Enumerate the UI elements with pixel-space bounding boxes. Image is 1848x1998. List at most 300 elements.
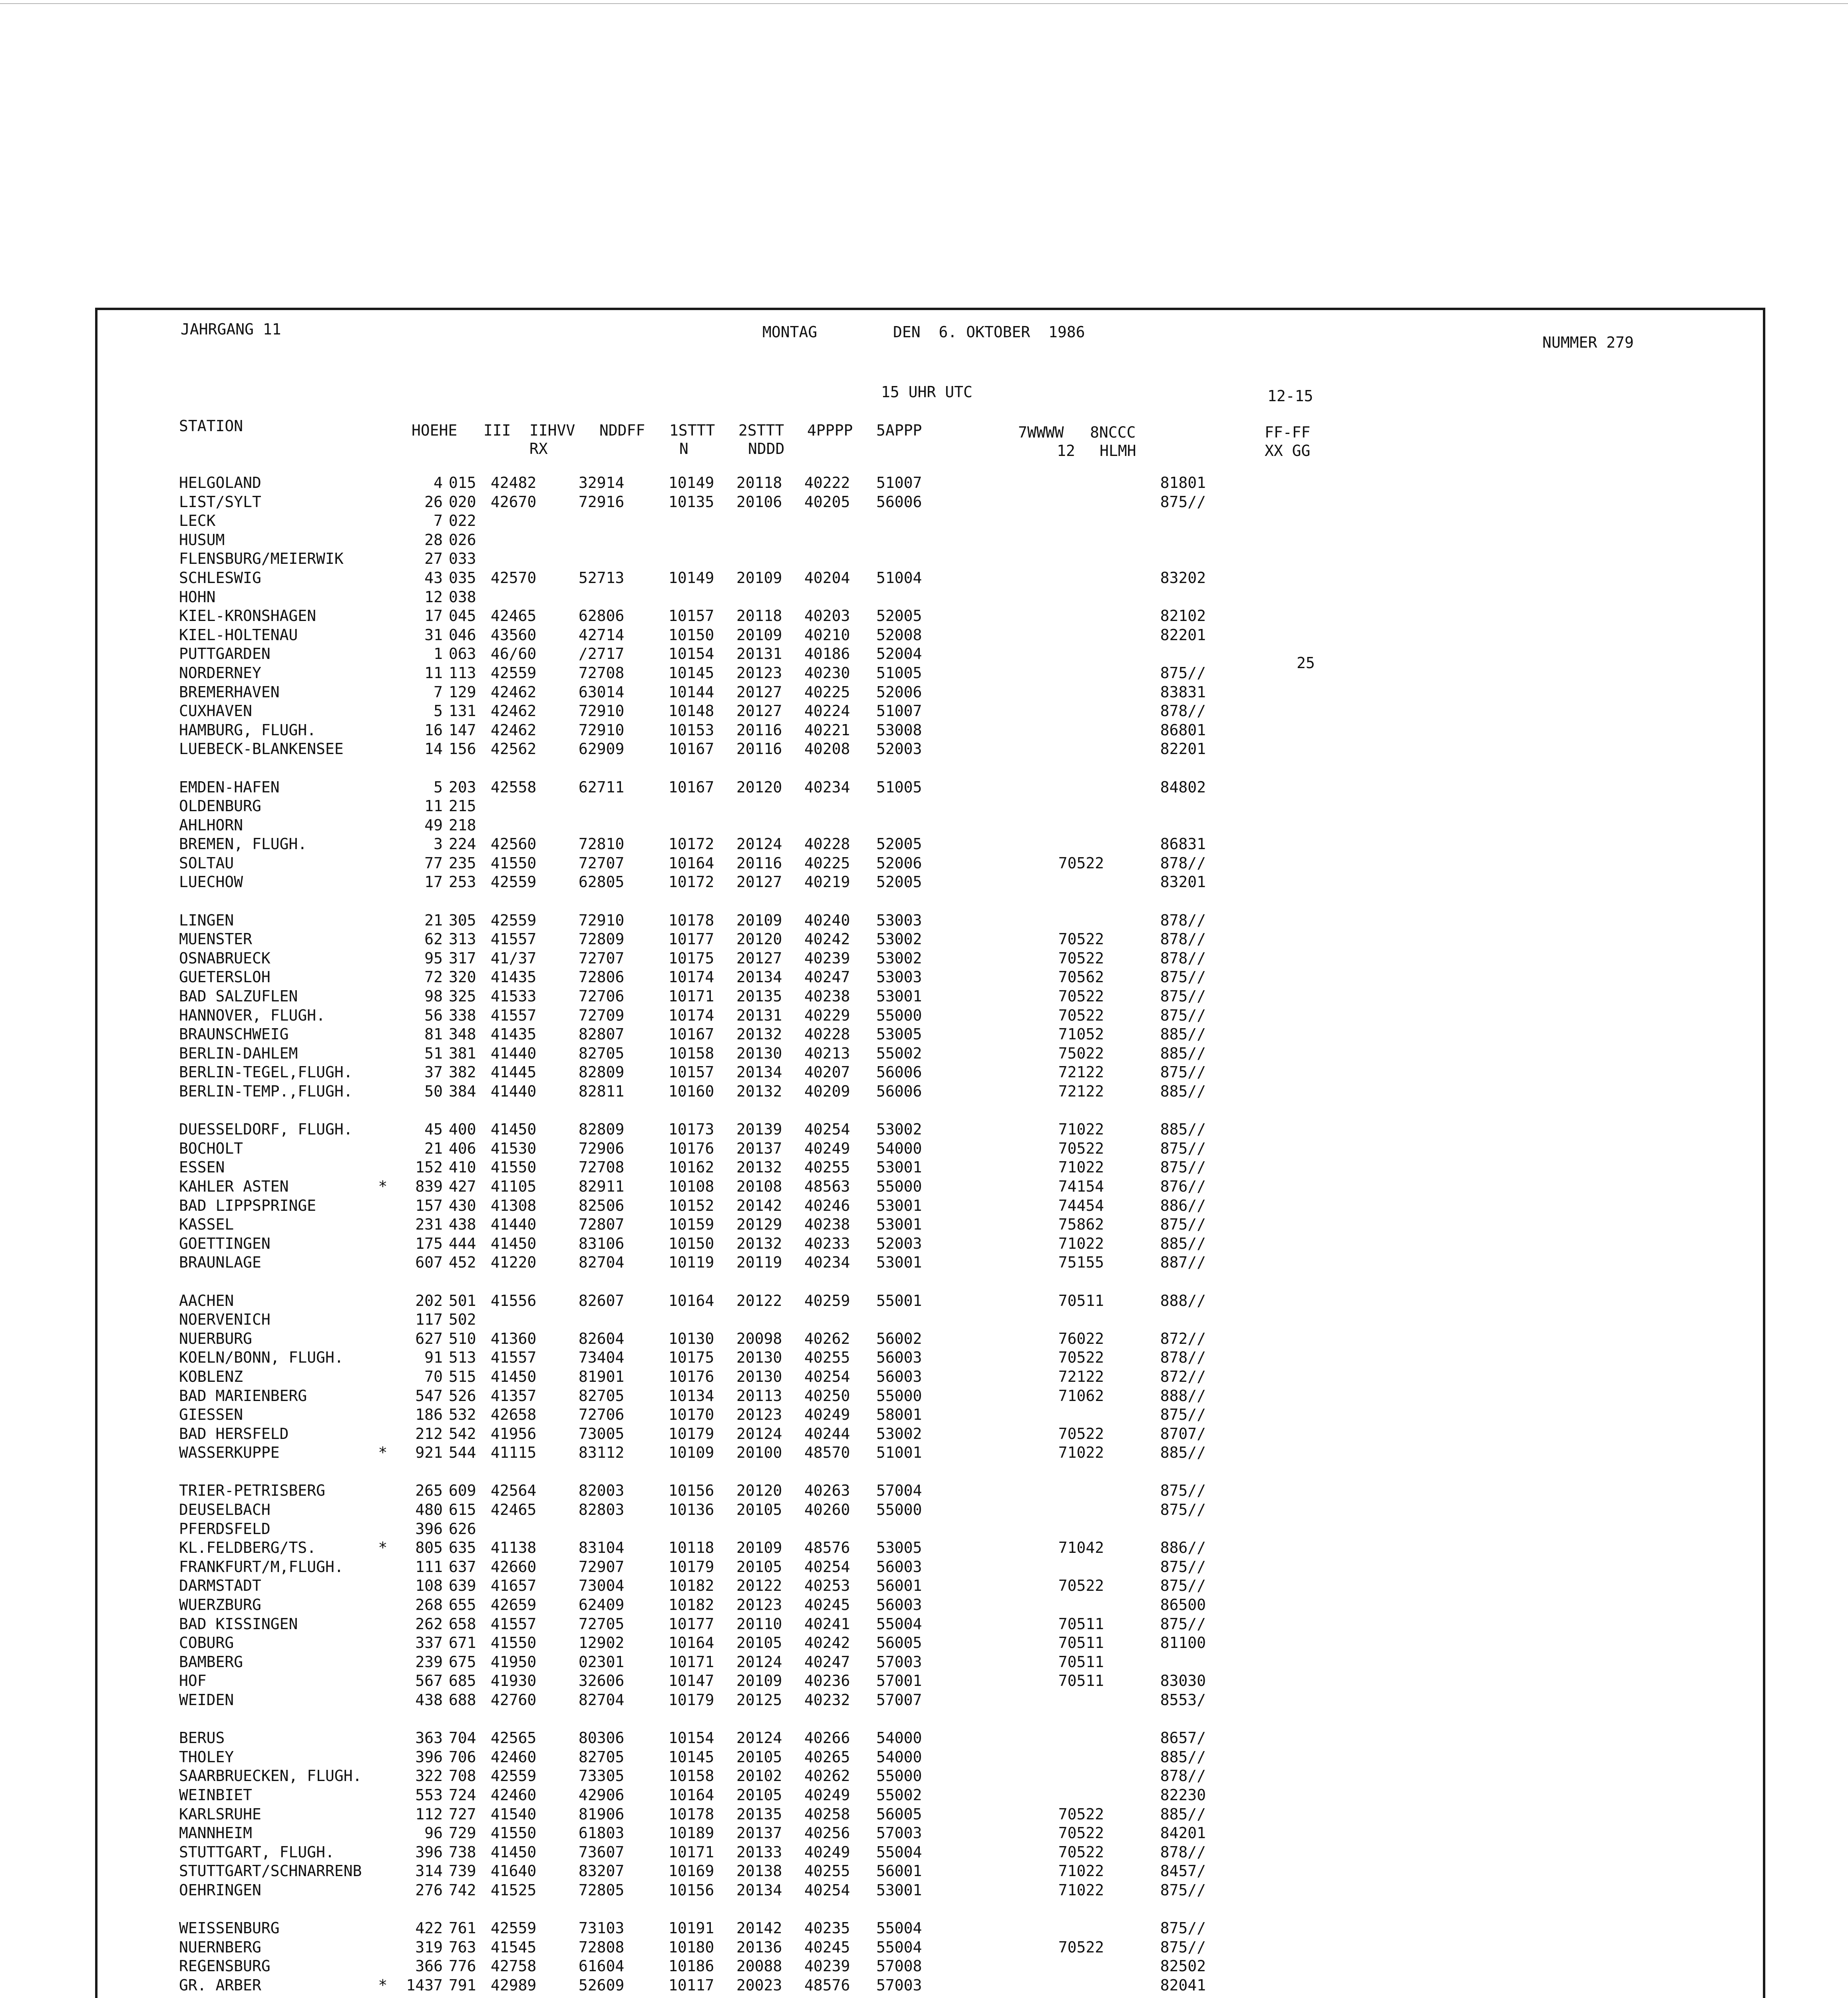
cell-iii: 671 <box>449 1634 476 1652</box>
cell-4pppp: 40228 <box>804 835 850 853</box>
cell-5appp: 56001 <box>876 1862 922 1880</box>
cell-1sttt: 10172 <box>668 835 714 853</box>
cell-iii: 791 <box>449 1976 476 1994</box>
cell-1sttt: 10150 <box>668 1234 714 1252</box>
cell-nddff: 82003 <box>579 1482 625 1500</box>
cell-4pppp: 48563 <box>804 1177 850 1195</box>
cell-2sttt: 20127 <box>736 702 782 720</box>
station-name: HUSUM <box>179 531 225 549</box>
cell-8nccc: 885// <box>1160 1444 1206 1462</box>
cell-hoehe: 96 <box>424 1824 443 1842</box>
mountain-marker: * <box>378 1539 388 1557</box>
cell-1sttt: 10159 <box>668 1216 714 1234</box>
cell-hoehe: 12 <box>424 588 443 606</box>
cell-8nccc: 83201 <box>1160 873 1206 891</box>
cell-8nccc: 81100 <box>1160 1634 1206 1652</box>
cell-hoehe: 50 <box>424 1083 443 1100</box>
cell-iii: 724 <box>449 1786 476 1804</box>
cell-1sttt: 10149 <box>668 474 714 492</box>
cell-7wwww: 74154 <box>1058 1177 1104 1195</box>
cell-nddff: 72706 <box>579 987 625 1005</box>
cell-iihvv: 41557 <box>491 1349 537 1367</box>
cell-4pppp: 40230 <box>804 664 850 682</box>
cell-iii: 382 <box>449 1063 476 1081</box>
cell-hoehe: 51 <box>424 1044 443 1062</box>
cell-8nccc: 875// <box>1160 1919 1206 1937</box>
cell-2sttt: 20105 <box>736 1501 782 1519</box>
cell-iihvv: 42559 <box>491 873 537 891</box>
cell-1sttt: 10186 <box>668 1957 714 1975</box>
station-name: BERLIN-TEMP.,FLUGH. <box>179 1083 353 1100</box>
cell-iihvv: 41450 <box>491 1234 537 1252</box>
cell-5appp: 54000 <box>876 1139 922 1157</box>
cell-iii: 704 <box>449 1729 476 1747</box>
cell-1sttt: 10130 <box>668 1329 714 1347</box>
cell-hoehe: 43 <box>424 569 443 587</box>
station-name: SAARBRUECKEN, FLUGH. <box>179 1767 362 1785</box>
cell-5appp: 56002 <box>876 1329 922 1347</box>
station-name: LUEBECK-BLANKENSEE <box>179 740 344 758</box>
document-frame <box>95 308 1765 1998</box>
cell-iihvv: 41550 <box>491 1634 537 1652</box>
cell-hoehe: 3 <box>434 835 443 853</box>
cell-7wwww: 70522 <box>1058 1139 1104 1157</box>
station-name: DUESSELDORF, FLUGH. <box>179 1120 353 1138</box>
cell-4pppp: 40239 <box>804 949 850 967</box>
cell-iii: 763 <box>449 1938 476 1956</box>
cell-1sttt: 10179 <box>668 1425 714 1443</box>
cell-8nccc: 82230 <box>1160 1786 1206 1804</box>
cell-8nccc: 878// <box>1160 702 1206 720</box>
cell-2sttt: 20133 <box>736 1843 782 1861</box>
cell-5appp: 51004 <box>876 569 922 587</box>
cell-nddff: 82704 <box>579 1691 625 1709</box>
cell-iii: 761 <box>449 1919 476 1937</box>
cell-nddff: 73305 <box>579 1767 625 1785</box>
col-12-15: 12-15 <box>1267 387 1313 405</box>
cell-iihvv: 41557 <box>491 1006 537 1024</box>
cell-4pppp: 40186 <box>804 645 850 663</box>
cell-iii: 224 <box>449 835 476 853</box>
cell-5appp: 55000 <box>876 1501 922 1519</box>
cell-iii: 038 <box>449 588 476 606</box>
cell-iii: 708 <box>449 1767 476 1785</box>
cell-iii: 317 <box>449 949 476 967</box>
cell-4pppp: 40204 <box>804 569 850 587</box>
cell-4pppp: 40263 <box>804 1482 850 1500</box>
cell-1sttt: 10136 <box>668 1501 714 1519</box>
cell-5appp: 52005 <box>876 873 922 891</box>
cell-hoehe: 921 <box>415 1444 443 1462</box>
cell-nddff: 82705 <box>579 1387 625 1405</box>
cell-2sttt: 20135 <box>736 1805 782 1823</box>
cell-5appp: 57007 <box>876 1691 922 1709</box>
cell-iii: 406 <box>449 1139 476 1157</box>
cell-1sttt: 10160 <box>668 1083 714 1100</box>
cell-1sttt: 10156 <box>668 1881 714 1899</box>
cell-hoehe: 1437 <box>406 1976 443 1994</box>
cell-5appp: 53002 <box>876 1425 922 1443</box>
col-4pppp: 4PPPP <box>807 422 853 439</box>
cell-4pppp: 40222 <box>804 474 850 492</box>
cell-4pppp: 40265 <box>804 1748 850 1766</box>
cell-nddff: 32914 <box>579 474 625 492</box>
cell-8nccc: 888// <box>1160 1387 1206 1405</box>
cell-iii: 253 <box>449 873 476 891</box>
station-name: EMDEN-HAFEN <box>179 778 280 796</box>
cell-2sttt: 20142 <box>736 1919 782 1937</box>
cell-4pppp: 40249 <box>804 1843 850 1861</box>
cell-2sttt: 20123 <box>736 1406 782 1424</box>
station-name: LINGEN <box>179 911 234 929</box>
cell-iihvv: 42670 <box>491 493 537 511</box>
cell-nddff: 12902 <box>579 1634 625 1652</box>
station-name: BRAUNLAGE <box>179 1254 261 1272</box>
cell-5appp: 56006 <box>876 493 922 511</box>
cell-5appp: 53003 <box>876 911 922 929</box>
station-name: BAD MARIENBERG <box>179 1387 307 1405</box>
cell-iihvv: 41657 <box>491 1577 537 1595</box>
cell-hoehe: 152 <box>415 1158 443 1176</box>
cell-hoehe: 805 <box>415 1539 443 1557</box>
station-name: OSNABRUECK <box>179 949 271 967</box>
cell-iihvv: 43560 <box>491 626 537 644</box>
cell-8nccc: 875// <box>1160 1406 1206 1424</box>
col-ff-ff: FF-FF <box>1265 424 1311 441</box>
cell-iii: 739 <box>449 1862 476 1880</box>
cell-5appp: 56003 <box>876 1349 922 1367</box>
cell-7wwww: 76022 <box>1058 1329 1104 1347</box>
cell-iii: 438 <box>449 1216 476 1234</box>
cell-8nccc: 872// <box>1160 1329 1206 1347</box>
cell-iihvv: 42465 <box>491 1501 537 1519</box>
cell-8nccc: 86500 <box>1160 1596 1206 1614</box>
cell-5appp: 55002 <box>876 1044 922 1062</box>
cell-4pppp: 40241 <box>804 1615 850 1633</box>
cell-hoehe: 839 <box>415 1177 443 1195</box>
cell-7wwww: 70511 <box>1058 1672 1104 1690</box>
cell-hoehe: 21 <box>424 1139 443 1157</box>
cell-2sttt: 20120 <box>736 1482 782 1500</box>
cell-nddff: 72907 <box>579 1558 625 1576</box>
cell-2sttt: 20130 <box>736 1349 782 1367</box>
cell-nddff: 81906 <box>579 1805 625 1823</box>
station-name: KAHLER ASTEN <box>179 1177 289 1195</box>
cell-7wwww: 71062 <box>1058 1387 1104 1405</box>
cell-iihvv: 41115 <box>491 1444 537 1462</box>
cell-hoehe: 45 <box>424 1120 443 1138</box>
cell-1sttt: 10173 <box>668 1120 714 1138</box>
cell-4pppp: 40235 <box>804 1919 850 1937</box>
date: DEN 6. OKTOBER 1986 <box>893 323 1085 341</box>
cell-hoehe: 95 <box>424 949 443 967</box>
cell-2sttt: 20100 <box>736 1444 782 1462</box>
cell-iii: 502 <box>449 1311 476 1329</box>
cell-iii: 022 <box>449 512 476 530</box>
cell-2sttt: 20118 <box>736 474 782 492</box>
cell-hoehe: 337 <box>415 1634 443 1652</box>
station-name: KIEL-HOLTENAU <box>179 626 298 644</box>
cell-iihvv: 42559 <box>491 1767 537 1785</box>
cell-5appp: 51005 <box>876 778 922 796</box>
cell-hoehe: 77 <box>424 854 443 872</box>
cell-iihvv: 42989 <box>491 1976 537 1994</box>
cell-8nccc: 875// <box>1160 1216 1206 1234</box>
cell-iihvv: 41308 <box>491 1196 537 1214</box>
cell-1sttt: 10167 <box>668 740 714 758</box>
cell-2sttt: 20139 <box>736 1120 782 1138</box>
cell-iihvv: 42559 <box>491 911 537 929</box>
cell-8nccc: 876// <box>1160 1177 1206 1195</box>
cell-iii: 532 <box>449 1406 476 1424</box>
cell-1sttt: 10145 <box>668 664 714 682</box>
cell-iii: 635 <box>449 1539 476 1557</box>
cell-7wwww: 70522 <box>1058 854 1104 872</box>
cell-iii: 348 <box>449 1025 476 1043</box>
station-name: FRANKFURT/M,FLUGH. <box>179 1558 344 1576</box>
cell-5appp: 54000 <box>876 1729 922 1747</box>
cell-iii: 544 <box>449 1444 476 1462</box>
cell-1sttt: 10171 <box>668 1843 714 1861</box>
cell-iii: 515 <box>449 1367 476 1385</box>
cell-1sttt: 10171 <box>668 987 714 1005</box>
cell-1sttt: 10158 <box>668 1044 714 1062</box>
station-name: KASSEL <box>179 1216 234 1234</box>
cell-nddff: 72807 <box>579 1216 625 1234</box>
cell-4pppp: 48570 <box>804 1444 850 1462</box>
cell-4pppp: 40258 <box>804 1805 850 1823</box>
cell-5appp: 56003 <box>876 1596 922 1614</box>
station-name: STUTTGART, FLUGH. <box>179 1843 334 1861</box>
cell-4pppp: 40255 <box>804 1349 850 1367</box>
cell-8nccc: 83202 <box>1160 569 1206 587</box>
cell-2sttt: 20108 <box>736 1177 782 1195</box>
cell-hoehe: 231 <box>415 1216 443 1234</box>
cell-nddff: 72709 <box>579 1006 625 1024</box>
cell-nddff: /2717 <box>579 645 625 663</box>
cell-5appp: 53002 <box>876 1120 922 1138</box>
station-name: KIEL-KRONSHAGEN <box>179 607 316 625</box>
cell-2sttt: 20136 <box>736 1938 782 1956</box>
cell-iii: 015 <box>449 474 476 492</box>
cell-iii: 020 <box>449 493 476 511</box>
cell-iihvv: 41525 <box>491 1881 537 1899</box>
cell-iihvv: 42565 <box>491 1729 537 1747</box>
cell-nddff: 62409 <box>579 1596 625 1614</box>
station-name: BERUS <box>179 1729 225 1747</box>
cell-hoehe: 62 <box>424 930 443 948</box>
cell-7wwww: 72122 <box>1058 1367 1104 1385</box>
cell-4pppp: 40249 <box>804 1786 850 1804</box>
cell-8nccc: 878// <box>1160 1349 1206 1367</box>
cell-iihvv: 41360 <box>491 1329 537 1347</box>
cell-8nccc: 875// <box>1160 1063 1206 1081</box>
cell-8nccc: 84802 <box>1160 778 1206 796</box>
cell-2sttt: 20098 <box>736 1329 782 1347</box>
cell-5appp: 53001 <box>876 1196 922 1214</box>
cell-nddff: 72707 <box>579 854 625 872</box>
cell-8nccc: 875// <box>1160 1482 1206 1500</box>
cell-hoehe: 117 <box>415 1311 443 1329</box>
cell-1sttt: 10170 <box>668 1406 714 1424</box>
cell-2sttt: 20109 <box>736 626 782 644</box>
cell-hoehe: 21 <box>424 911 443 929</box>
cell-1sttt: 10119 <box>668 1254 714 1272</box>
cell-hoehe: 7 <box>434 512 443 530</box>
station-name: BAD LIPPSPRINGE <box>179 1196 316 1214</box>
cell-4pppp: 40219 <box>804 873 850 891</box>
cell-hoehe: 17 <box>424 607 443 625</box>
cell-1sttt: 10167 <box>668 1025 714 1043</box>
col-ff-ff-sub: XX GG <box>1265 442 1311 460</box>
cell-hoehe: 366 <box>415 1957 443 1975</box>
station-name: GIESSEN <box>179 1406 243 1424</box>
cell-8nccc: 885// <box>1160 1044 1206 1062</box>
cell-iihvv: 41557 <box>491 1615 537 1633</box>
cell-5appp: 52003 <box>876 1234 922 1252</box>
cell-4pppp: 40207 <box>804 1063 850 1081</box>
cell-nddff: 82704 <box>579 1254 625 1272</box>
cell-iihvv: 42559 <box>491 1919 537 1937</box>
cell-iihvv: 42760 <box>491 1691 537 1709</box>
cell-nddff: 62805 <box>579 873 625 891</box>
cell-iihvv: 42462 <box>491 683 537 701</box>
cell-2sttt: 20118 <box>736 607 782 625</box>
cell-nddff: 83104 <box>579 1539 625 1557</box>
cell-1sttt: 10177 <box>668 1615 714 1633</box>
cell-nddff: 82604 <box>579 1329 625 1347</box>
cell-nddff: 72806 <box>579 968 625 986</box>
cell-7wwww: 71022 <box>1058 1234 1104 1252</box>
cell-8nccc: 84201 <box>1160 1824 1206 1842</box>
cell-nddff: 72708 <box>579 664 625 682</box>
cell-iihvv: 42482 <box>491 474 537 492</box>
cell-hoehe: 396 <box>415 1520 443 1538</box>
cell-iii: 131 <box>449 702 476 720</box>
cell-4pppp: 40250 <box>804 1387 850 1405</box>
cell-8nccc: 886// <box>1160 1196 1206 1214</box>
cell-4pppp: 40238 <box>804 1216 850 1234</box>
col-iihvv: IIHVV <box>529 422 575 439</box>
station-name: KL.FELDBERG/TS. <box>179 1539 316 1557</box>
station-name: TRIER-PETRISBERG <box>179 1482 326 1500</box>
cell-4pppp: 40244 <box>804 1425 850 1443</box>
station-name: KOBLENZ <box>179 1367 243 1385</box>
cell-5appp: 56006 <box>876 1083 922 1100</box>
cell-nddff: 52713 <box>579 569 625 587</box>
cell-4pppp: 40254 <box>804 1558 850 1576</box>
cell-1sttt: 10172 <box>668 873 714 891</box>
cell-5appp: 54000 <box>876 1748 922 1766</box>
side-value: 25 <box>1297 654 1315 672</box>
cell-2sttt: 20102 <box>736 1767 782 1785</box>
cell-1sttt: 10108 <box>668 1177 714 1195</box>
cell-iihvv: 41530 <box>491 1139 537 1157</box>
cell-1sttt: 10156 <box>668 1482 714 1500</box>
cell-5appp: 52005 <box>876 607 922 625</box>
cell-iihvv: 41533 <box>491 987 537 1005</box>
cell-hoehe: 56 <box>424 1006 443 1024</box>
cell-8nccc: 875// <box>1160 987 1206 1005</box>
cell-7wwww: 75022 <box>1058 1044 1104 1062</box>
cell-iihvv: 42659 <box>491 1596 537 1614</box>
cell-8nccc: 8657/ <box>1160 1729 1206 1747</box>
cell-5appp: 53001 <box>876 1881 922 1899</box>
station-name: CUXHAVEN <box>179 702 253 720</box>
cell-5appp: 56001 <box>876 1577 922 1595</box>
cell-iii: 400 <box>449 1120 476 1138</box>
cell-iihvv: 41105 <box>491 1177 537 1195</box>
station-name: BREMERHAVEN <box>179 683 280 701</box>
cell-nddff: 62909 <box>579 740 625 758</box>
cell-nddff: 63014 <box>579 683 625 701</box>
cell-iii: 526 <box>449 1387 476 1405</box>
cell-8nccc: 8707/ <box>1160 1425 1206 1443</box>
cell-hoehe: 11 <box>424 664 443 682</box>
cell-iii: 215 <box>449 797 476 815</box>
station-name: AHLHORN <box>179 816 243 834</box>
station-name: BAMBERG <box>179 1653 243 1671</box>
station-name: HELGOLAND <box>179 474 261 492</box>
station-name: SCHLESWIG <box>179 569 261 587</box>
cell-hoehe: 262 <box>415 1615 443 1633</box>
station-name: STUTTGART/SCHNARRENB <box>179 1862 362 1880</box>
cell-iii: 727 <box>449 1805 476 1823</box>
cell-4pppp: 40233 <box>804 1234 850 1252</box>
cell-8nccc: 875// <box>1160 1615 1206 1633</box>
cell-5appp: 58001 <box>876 1406 922 1424</box>
cell-7wwww: 70522 <box>1058 1577 1104 1595</box>
cell-hoehe: 212 <box>415 1425 443 1443</box>
cell-1sttt: 10135 <box>668 493 714 511</box>
cell-hoehe: 16 <box>424 721 443 739</box>
cell-2sttt: 20131 <box>736 1006 782 1024</box>
cell-4pppp: 40236 <box>804 1672 850 1690</box>
cell-8nccc: 86801 <box>1160 721 1206 739</box>
cell-nddff: 82809 <box>579 1120 625 1138</box>
cell-5appp: 53002 <box>876 930 922 948</box>
cell-5appp: 55000 <box>876 1177 922 1195</box>
cell-8nccc: 875// <box>1160 1006 1206 1024</box>
cell-hoehe: 363 <box>415 1729 443 1747</box>
station-name: WEISSENBURG <box>179 1919 280 1937</box>
cell-8nccc: 885// <box>1160 1025 1206 1043</box>
cell-5appp: 55004 <box>876 1615 922 1633</box>
cell-iii: 410 <box>449 1158 476 1176</box>
cell-hoehe: 567 <box>415 1672 443 1690</box>
cell-8nccc: 875// <box>1160 493 1206 511</box>
cell-nddff: 83207 <box>579 1862 625 1880</box>
cell-hoehe: 28 <box>424 531 443 549</box>
cell-4pppp: 40255 <box>804 1158 850 1176</box>
cell-8nccc: 8553/ <box>1160 1691 1206 1709</box>
cell-iihvv: 41550 <box>491 1824 537 1842</box>
cell-nddff: 72706 <box>579 1406 625 1424</box>
cell-4pppp: 40238 <box>804 987 850 1005</box>
cell-iii: 235 <box>449 854 476 872</box>
cell-hoehe: 1 <box>434 645 443 663</box>
station-name: WASSERKUPPE <box>179 1444 280 1462</box>
cell-1sttt: 10154 <box>668 645 714 663</box>
cell-8nccc: 82201 <box>1160 740 1206 758</box>
cell-5appp: 57001 <box>876 1672 922 1690</box>
cell-nddff: 82911 <box>579 1177 625 1195</box>
cell-2sttt: 20105 <box>736 1786 782 1804</box>
cell-2sttt: 20125 <box>736 1691 782 1709</box>
cell-hoehe: 111 <box>415 1558 443 1576</box>
cell-7wwww: 70522 <box>1058 1824 1104 1842</box>
cell-1sttt: 10175 <box>668 1349 714 1367</box>
